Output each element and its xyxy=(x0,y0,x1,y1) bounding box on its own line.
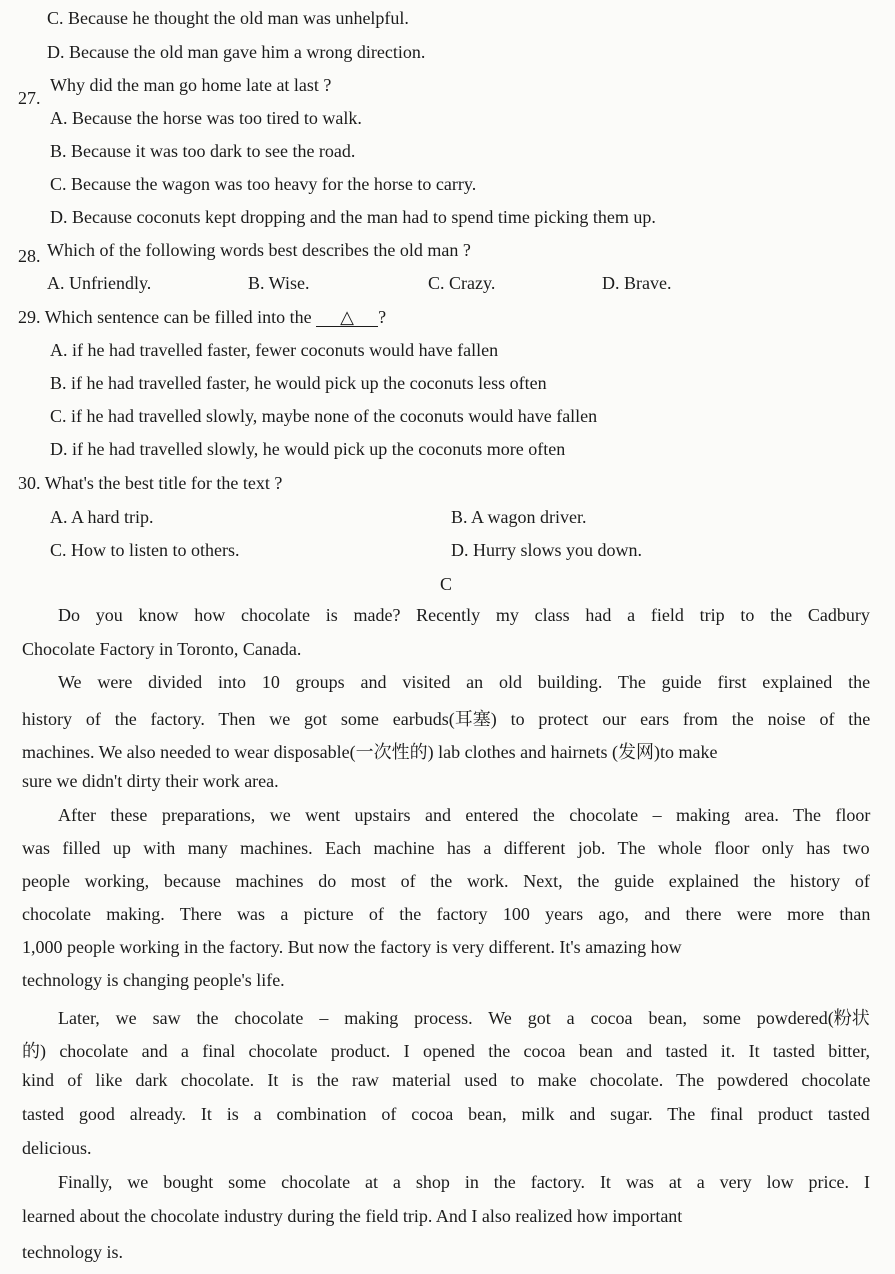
passage-p5-line3: technology is. xyxy=(22,1242,123,1262)
q30-stem-line xyxy=(18,473,282,494)
q28-option-d: D. Brave. xyxy=(602,273,672,293)
passage-p2-line3: machines. We also needed to wear disposable(一次性的) lab clothes and hairnets (发网)to make xyxy=(22,742,718,762)
q28-number: 28. xyxy=(18,246,41,266)
passage-p2-line2: history of the factory. Then we got some earbuds(耳塞) to protect our ears from the noise of the xyxy=(22,709,871,729)
q30-option-a: A. A hard trip. xyxy=(50,507,154,527)
q27-number: 27. xyxy=(18,88,41,108)
passage-p1-line2: Chocolate Factory in Toronto, Canada. xyxy=(22,639,302,659)
q29-option-c: C. if he had travelled slowly, maybe none of the coconuts would have fallen xyxy=(50,406,598,426)
q29-stem-line xyxy=(18,307,386,328)
q28-stem: Which of the following words best describes the old man ? xyxy=(47,240,471,260)
q28-option-c: C. Crazy. xyxy=(428,273,496,293)
passage-p3-line4: chocolate making. There was a picture of the factory 100 years ago, and there were more than xyxy=(22,904,871,924)
passage-p3-line6: technology is changing people's life. xyxy=(22,970,285,990)
passage-p5-line2: learned about the chocolate industry during the field trip. And I also realized how important xyxy=(22,1206,683,1226)
q29-number: 29. xyxy=(18,307,41,327)
q30-option-d: D. Hurry slows you down. xyxy=(451,540,642,560)
q27-option-c: C. Because the wagon was too heavy for the horse to carry. xyxy=(50,174,477,194)
q29-stem: Which sentence can be filled into the xyxy=(44,307,312,327)
passage-p3-line1: After these preparations, we went upstairs and entered the chocolate – making area. The floor xyxy=(58,805,871,825)
q30-option-c: C. How to listen to others. xyxy=(50,540,240,560)
q30-option-b: B. A wagon driver. xyxy=(451,507,587,527)
q28-option-a: A. Unfriendly. xyxy=(47,273,152,293)
q27-option-b: B. Because it was too dark to see the road. xyxy=(50,141,356,161)
passage-p4-line2: 的) chocolate and a final chocolate product. I opened the cocoa bean and tasted it. It tasted bitter, xyxy=(22,1041,870,1061)
q30-stem: What's the best title for the text ? xyxy=(44,473,283,493)
q28-option-b: B. Wise. xyxy=(248,273,310,293)
passage-p4-line1: Later, we saw the chocolate – making process. We got a cocoa bean, some powdered(粉状 xyxy=(58,1008,870,1028)
section-letter: C xyxy=(440,574,453,594)
passage-p5-line1: Finally, we bought some chocolate at a shop in the factory. It was at a very low price. I xyxy=(58,1172,870,1192)
q27-option-a: A. Because the horse was too tired to walk. xyxy=(50,108,362,128)
passage-p4-line5: delicious. xyxy=(22,1138,92,1158)
q27-stem: Why did the man go home late at last ? xyxy=(50,75,332,95)
passage-p3-line3: people working, because machines do most of the work. Next, the guide explained the history of xyxy=(22,871,870,891)
passage-p4-line4: tasted good already. It is a combination of cocoa bean, milk and sugar. The final product tasted xyxy=(22,1104,870,1124)
passage-p4-line3: kind of like dark chocolate. It is the raw material used to make chocolate. The powdered chocolate xyxy=(22,1070,871,1090)
q26-option-d: D. Because the old man gave him a wrong direction. xyxy=(47,42,426,62)
q29-option-b: B. if he had travelled faster, he would pick up the coconuts less often xyxy=(50,373,547,393)
passage-p1-line1: Do you know how chocolate is made? Recently my class had a field trip to the Cadbury xyxy=(58,605,870,625)
passage-p2-line1: We were divided into 10 groups and visited an old building. The guide first explained the xyxy=(58,672,871,692)
passage-p3-line5: 1,000 people working in the factory. But now the factory is very different. It's amazing how xyxy=(22,937,682,957)
q29-option-d: D. if he had travelled slowly, he would pick up the coconuts more often xyxy=(50,439,566,459)
q29-option-a: A. if he had travelled faster, fewer coconuts would have fallen xyxy=(50,340,499,360)
q29-question-mark: ? xyxy=(378,307,387,327)
passage-p3-line2: was filled up with many machines. Each machine has a different job. The whole floor only has two xyxy=(22,838,870,858)
q30-number: 30. xyxy=(18,473,41,493)
q27-option-d: D. Because coconuts kept dropping and the man had to spend time picking them up. xyxy=(50,207,656,227)
q26-option-c: C. Because he thought the old man was unhelpful. xyxy=(47,8,409,28)
q29-blank: △ xyxy=(316,308,378,327)
passage-p2-line4: sure we didn't dirty their work area. xyxy=(22,771,279,791)
